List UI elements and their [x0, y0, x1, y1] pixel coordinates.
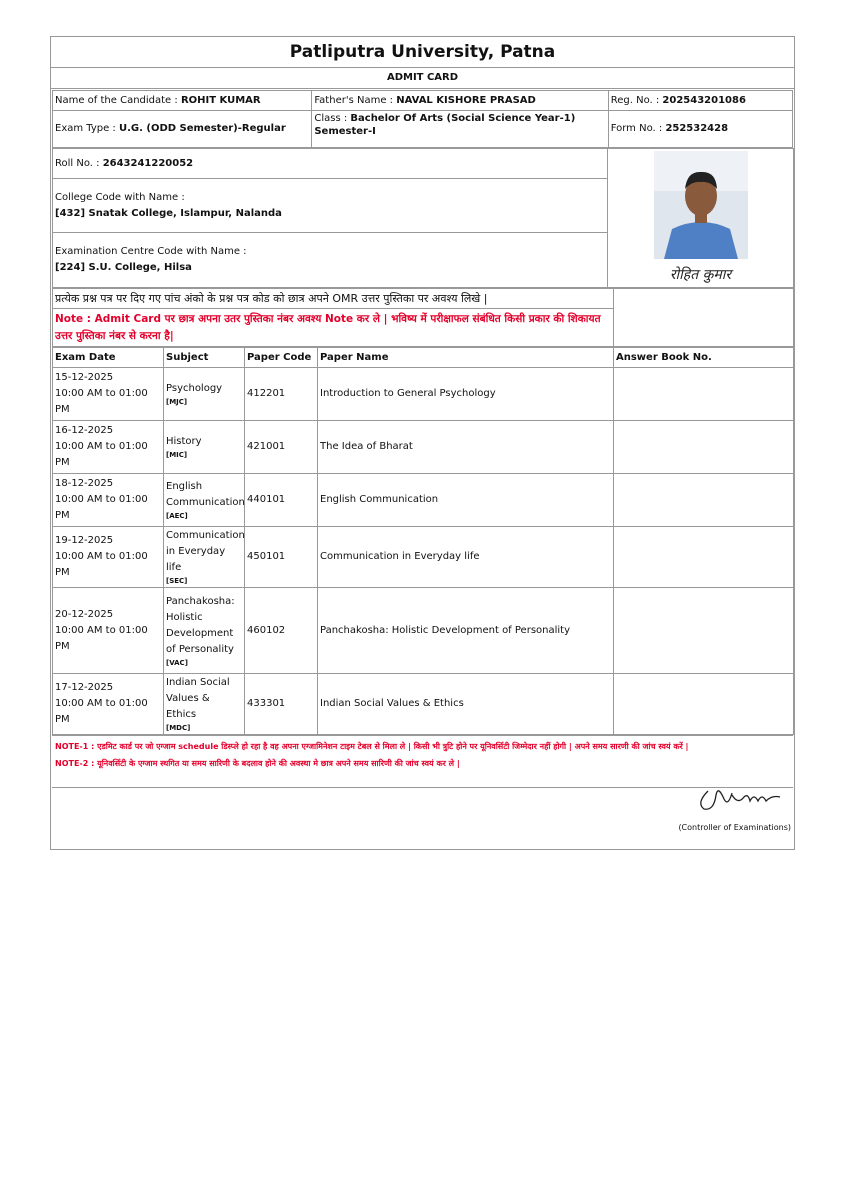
document-title: ADMIT CARD: [51, 68, 794, 89]
subject-type: [SEC]: [166, 577, 188, 585]
subject-type: [MDC]: [166, 724, 191, 732]
controller-label: (Controller of Examinations): [678, 823, 791, 832]
subject: Indian Social Values & Ethics [MDC]: [164, 674, 245, 735]
subject: Communication in Everyday life [SEC]: [164, 527, 245, 588]
answer-book-no: [614, 527, 794, 588]
photo-signature: रोहित कुमार: [669, 267, 732, 283]
paper-code: 433301: [245, 674, 318, 735]
table-row: [53, 368, 794, 421]
university-name: Patliputra University, Patna: [51, 37, 794, 68]
class: Class : Bachelor Of Arts (Social Science Year-1) Semester-I: [312, 111, 608, 148]
roll-section: [52, 148, 794, 288]
notes: [52, 735, 793, 788]
instruction-omr: प्रत्येक प्रश्न पत्र पर दिए गए पांच अंको के प्रश्न पत्र कोड को छात्र अपने OMR उत्तर पुस्तिका पर अवश्य लिखे |: [53, 289, 614, 309]
instructions: [52, 288, 794, 347]
subject-type: [MJC]: [166, 398, 188, 406]
candidate-info-table: [52, 90, 793, 148]
form-no: Form No. : 252532428: [608, 111, 792, 148]
father-name: Father's Name : NAVAL KISHORE PRASAD: [312, 91, 608, 111]
paper-code: 460102: [245, 588, 318, 674]
subject-type: [VAC]: [166, 658, 188, 667]
paper-name: Communication in Everyday life: [318, 527, 614, 588]
exam-date: 17-12-2025 10:00 AM to 01:00 PM: [53, 674, 164, 735]
table-row: [53, 474, 794, 527]
table-header: Exam Date Subject Paper Code Paper Name Answer Book No.: [53, 348, 794, 368]
subject-type: [AEC]: [166, 512, 188, 520]
table-row: [53, 588, 794, 674]
paper-code: 421001: [245, 421, 318, 474]
answer-book-no: [614, 674, 794, 735]
paper-name: The Idea of Bharat: [318, 421, 614, 474]
reg-no: Reg. No. : 202543201086: [608, 91, 792, 111]
subject: History [MIC]: [164, 421, 245, 474]
paper-name: Introduction to General Psychology: [318, 368, 614, 421]
controller-signature: [694, 781, 786, 815]
college-info: College Code with Name : [432] Snatak College, Islampur, Nalanda: [53, 179, 608, 233]
paper-name: English Communication: [318, 474, 614, 527]
centre-info: Examination Centre Code with Name : [224] S.U. College, Hilsa: [53, 233, 608, 288]
paper-code: 450101: [245, 527, 318, 588]
paper-name: Indian Social Values & Ethics: [318, 674, 614, 735]
instruction-note: Note : Admit Card पर छात्र अपना उतर पुस्तिका नंबर अवश्य Note कर ले | भविष्य में परीक्षाफल संबंधित किसी प्रकार की शिकायत उत्तर पुस्तिका नंबर से करना है|: [53, 309, 614, 347]
subject: Psychology [MJC]: [164, 368, 245, 421]
candidate-name: Name of the Candidate : ROHIT KUMAR: [53, 91, 312, 111]
candidate-photo: [654, 151, 748, 259]
paper-code: 412201: [245, 368, 318, 421]
paper-name: Panchakosha: Holistic Development of Personality: [318, 588, 614, 674]
exam-date: 18-12-2025 10:00 AM to 01:00 PM: [53, 474, 164, 527]
subject: Panchakosha: Holistic Development of Personality [VAC]: [164, 588, 245, 674]
table-row: [53, 421, 794, 474]
table-row: [53, 527, 794, 588]
table-row: [53, 674, 794, 735]
note-2: NOTE-2 : यूनिवर्सिटी के एग्जाम स्थगित या समय सारिणी के बदलाव होने की अवस्था मे छात्र अपने समय सारिणी की जांच स्वयं कर ले |: [55, 759, 460, 768]
roll-no: Roll No. : 2643241220052: [53, 149, 608, 179]
answer-book-no: [614, 588, 794, 674]
admit-card: [50, 36, 795, 850]
exam-type: Exam Type : U.G. (ODD Semester)-Regular: [53, 111, 312, 148]
paper-code: 440101: [245, 474, 318, 527]
exam-date: 15-12-2025 10:00 AM to 01:00 PM: [53, 368, 164, 421]
exam-date: 19-12-2025 10:00 AM to 01:00 PM: [53, 527, 164, 588]
answer-book-no: [614, 421, 794, 474]
exam-date: 20-12-2025 10:00 AM to 01:00 PM: [53, 588, 164, 674]
exam-schedule-table: [52, 347, 794, 735]
subject: English Communication [AEC]: [164, 474, 245, 527]
subject-type: [MIC]: [166, 451, 188, 459]
answer-book-no: [614, 368, 794, 421]
photo-cell: [608, 149, 794, 288]
answer-book-no: [614, 474, 794, 527]
exam-date: 16-12-2025 10:00 AM to 01:00 PM: [53, 421, 164, 474]
note-1: NOTE-1 : एडमिट कार्ड पर जो एग्जाम schedule डिस्प्ले हो रहा है वह अपना एग्जामिनेशन टाइम टेबल से मिला ले | किसी भी त्रुटि होने पर यूनिवर्सिटी जिम्मेदार नहीं होगी | अपने समय सारणी की जांच स्वयं करें |: [55, 742, 689, 751]
